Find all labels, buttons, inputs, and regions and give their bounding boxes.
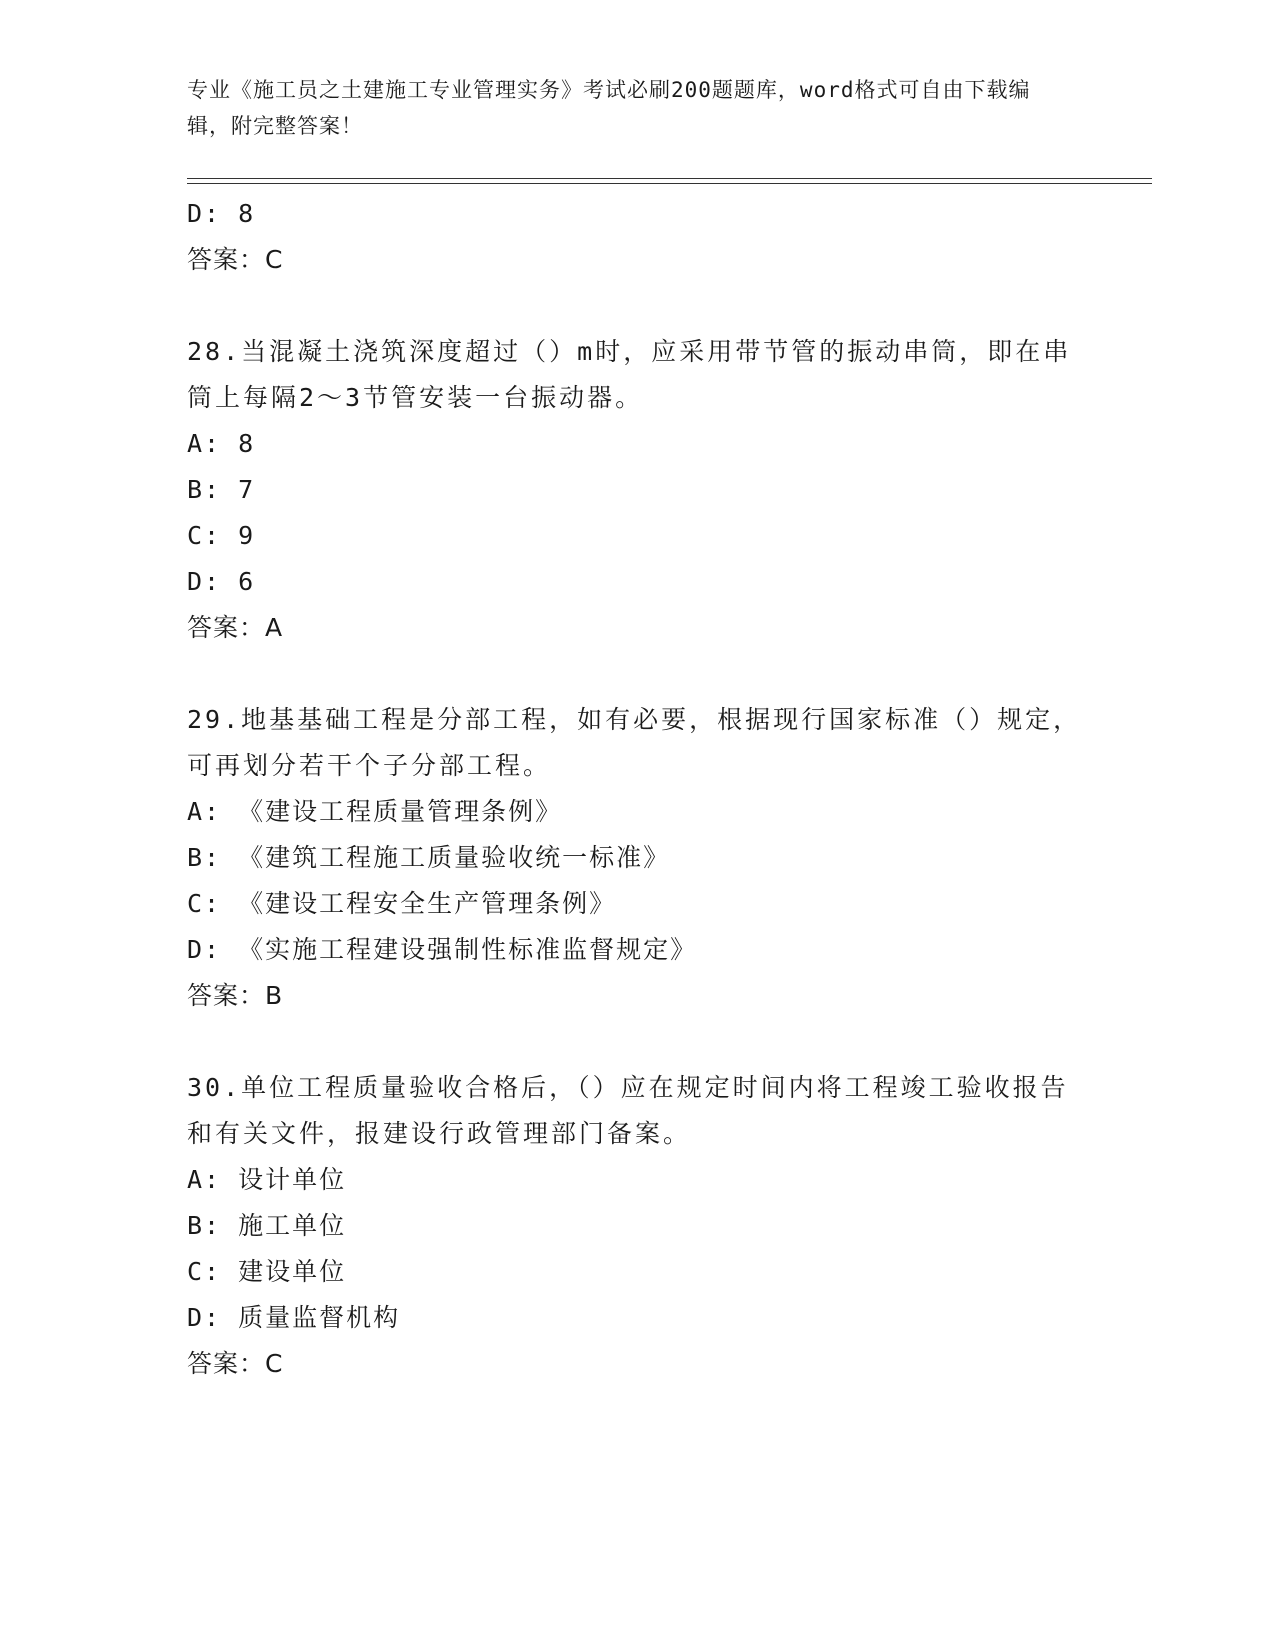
option-a: A: 《建设工程质量管理条例》 xyxy=(187,797,563,826)
option-c: C: 《建设工程安全生产管理条例》 xyxy=(187,889,617,918)
option-c: C: 建设单位 xyxy=(187,1257,347,1286)
option-b: B: 《建筑工程施工质量验收统一标准》 xyxy=(187,843,671,872)
option-b: B: 施工单位 xyxy=(187,1211,347,1240)
question-30 xyxy=(187,1065,1087,1387)
header-divider-bottom xyxy=(187,183,1152,184)
answer: 答案：B xyxy=(187,981,284,1010)
option-a: A: 设计单位 xyxy=(187,1165,347,1194)
question-text: 30.单位工程质量验收合格后，（）应在规定时间内将工程竣工验收报告和有关文件，报建设行政管理部门备案。 xyxy=(187,1073,1069,1148)
question-29 xyxy=(187,697,1087,1019)
option-c: C: 9 xyxy=(187,521,256,550)
option-d: D: 《实施工程建设强制性标准监督规定》 xyxy=(187,935,698,964)
header-divider-top xyxy=(187,178,1152,179)
answer: 答案：A xyxy=(187,613,284,642)
question-text: 29.地基基础工程是分部工程，如有必要，根据现行国家标准（）规定，可再划分若干个子分部工程。 xyxy=(187,705,1082,780)
answer: 答案：C xyxy=(187,1349,284,1378)
option-d: D: 6 xyxy=(187,567,256,596)
prev-option-d: D: 8 xyxy=(187,199,256,228)
option-a: A: 8 xyxy=(187,429,256,458)
question-text: 28.当混凝土浇筑深度超过（）m时，应采用带节管的振动串筒，即在串筒上每隔2～3节管安装一台振动器。 xyxy=(187,337,1072,412)
question-28 xyxy=(187,329,1087,651)
document-header-title: 专业《施工员之土建施工专业管理实务》考试必刷200题题库，word格式可自由下载编辑，附完整答案！ xyxy=(187,78,1031,138)
question-list xyxy=(187,191,1087,1387)
prev-answer: 答案：C xyxy=(187,245,284,274)
option-d: D: 质量监督机构 xyxy=(187,1303,401,1332)
option-b: B: 7 xyxy=(187,475,256,504)
